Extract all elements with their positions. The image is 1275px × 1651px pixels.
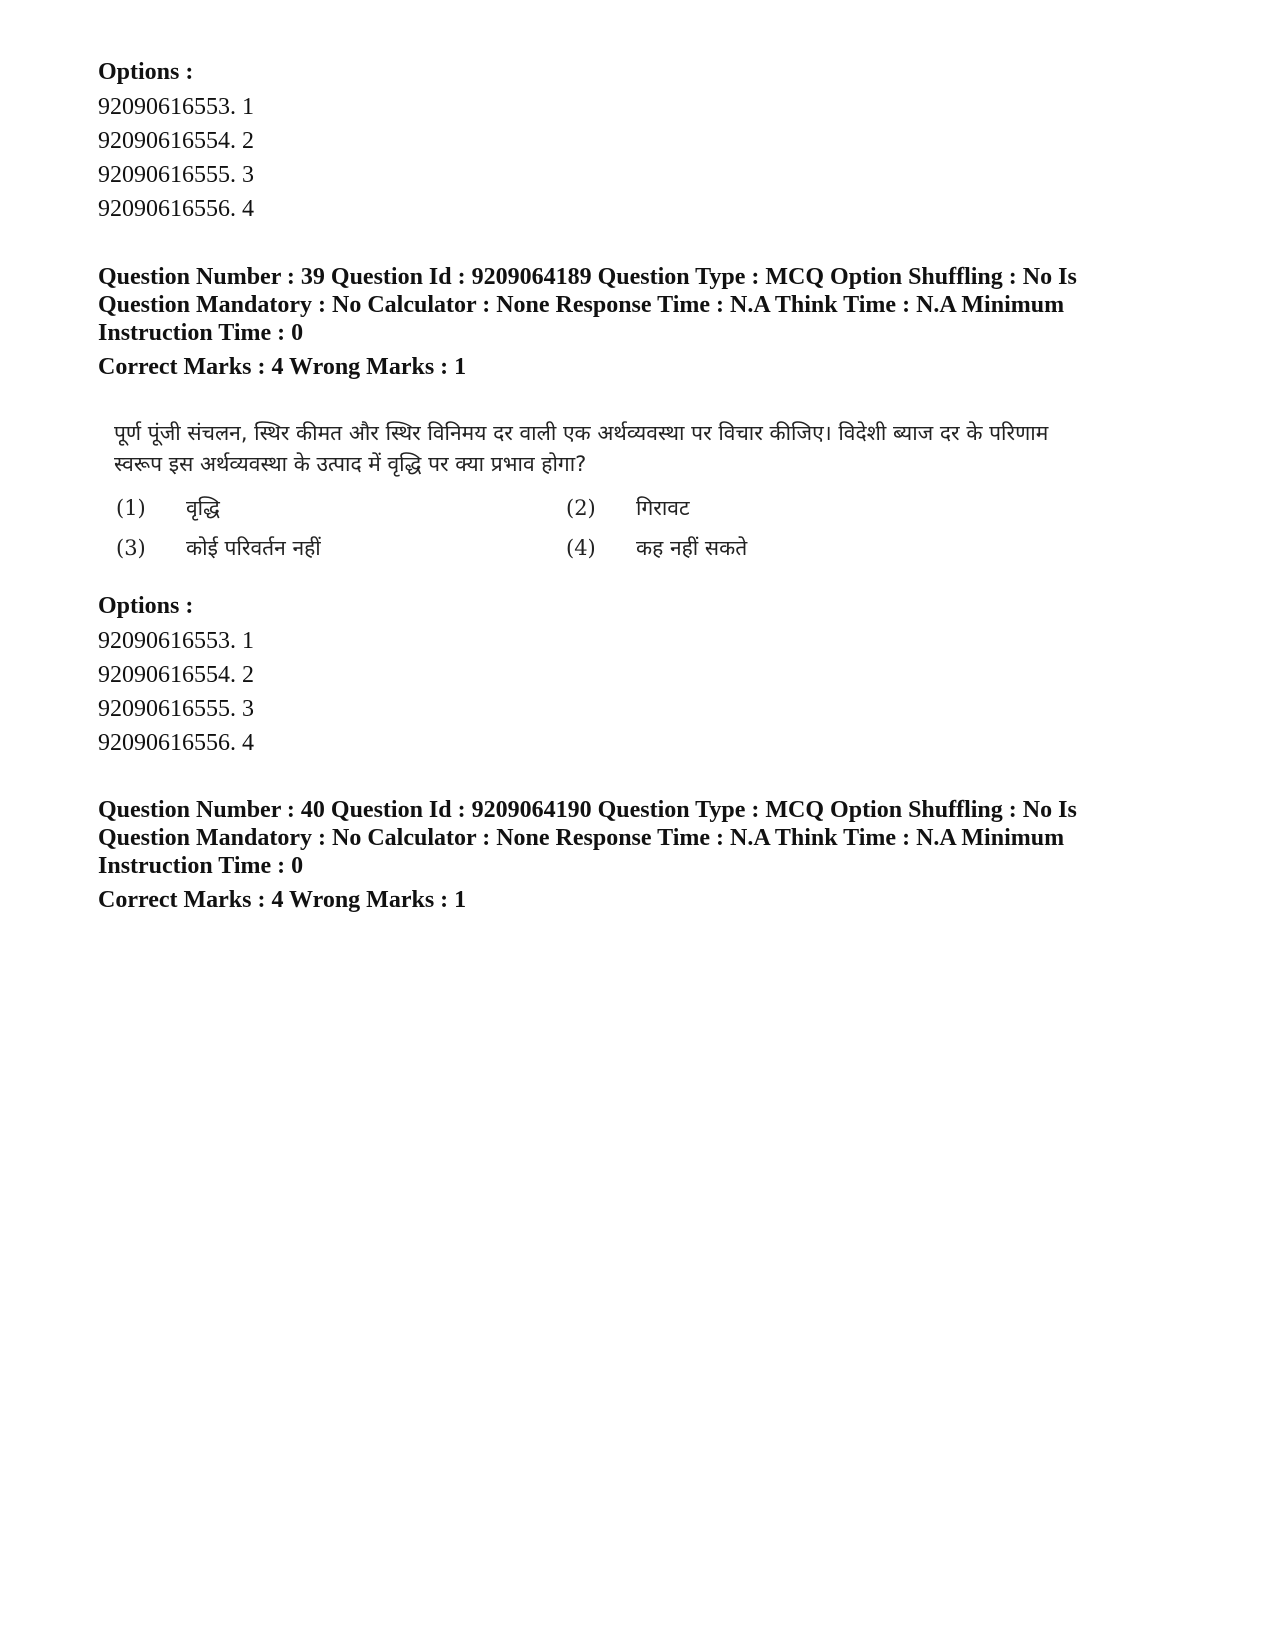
question-meta-line: Question Number : 40 Question Id : 9209064190 Question Type : MCQ Option Shuffling : No Is: [98, 797, 1077, 823]
option-item: 92090616553. 1: [98, 628, 254, 654]
choice-2: [566, 494, 690, 522]
question-39-options: [98, 592, 1178, 760]
question-39-meta: [98, 263, 1178, 381]
option-item: 92090616556. 4: [98, 730, 254, 756]
choice-number: (1): [116, 496, 146, 520]
option-item: 92090616553. 1: [98, 94, 254, 120]
question-marks: Correct Marks : 4 Wrong Marks : 1: [98, 887, 467, 913]
choice-text: कोई परिवर्तन नहीं: [186, 536, 321, 560]
question-meta-line: Instruction Time : 0: [98, 853, 304, 879]
question-marks: Correct Marks : 4 Wrong Marks : 1: [98, 354, 467, 380]
option-item: 92090616554. 2: [98, 662, 254, 688]
choice-number: (2): [566, 496, 596, 520]
choice-1: [116, 494, 220, 522]
options-list: [98, 624, 1178, 760]
prev-options-section: [98, 58, 1178, 226]
question-40-meta: [98, 796, 1178, 914]
question-meta-line: Question Mandatory : No Calculator : None Response Time : N.A Think Time : N.A Minimum: [98, 292, 1065, 318]
options-heading: Options :: [98, 593, 194, 619]
options-heading: Options :: [98, 59, 194, 85]
options-list: [98, 90, 1178, 226]
choice-text: कह नहीं सकते: [636, 536, 748, 560]
option-item: 92090616554. 2: [98, 128, 254, 154]
option-item: 92090616556. 4: [98, 196, 254, 222]
option-item: 92090616555. 3: [98, 162, 254, 188]
choice-4: [566, 534, 747, 562]
choice-text: गिरावट: [636, 496, 690, 520]
question-39-image: [98, 414, 1078, 574]
option-item: 92090616555. 3: [98, 696, 254, 722]
question-meta-line: Question Mandatory : No Calculator : None Response Time : N.A Think Time : N.A Minimum: [98, 825, 1065, 851]
choice-number: (3): [116, 536, 146, 560]
choice-3: [116, 534, 321, 562]
question-text: पूर्ण पूंजी संचलन, स्थिर कीमत और स्थिर विनिमय दर वाली एक अर्थव्यवस्था पर विचार कीजिए। विदेशी ब्याज दर के परिणाम स्वरूप इस अर्थव्यवस्था के उत्पाद में वृद्धि पर क्या प्रभाव होगा?: [114, 421, 1049, 476]
choice-text: वृद्धि: [186, 496, 220, 520]
question-meta-line: Instruction Time : 0: [98, 320, 304, 346]
choice-number: (4): [566, 536, 596, 560]
question-meta-line: Question Number : 39 Question Id : 9209064189 Question Type : MCQ Option Shuffling : No Is: [98, 264, 1077, 290]
